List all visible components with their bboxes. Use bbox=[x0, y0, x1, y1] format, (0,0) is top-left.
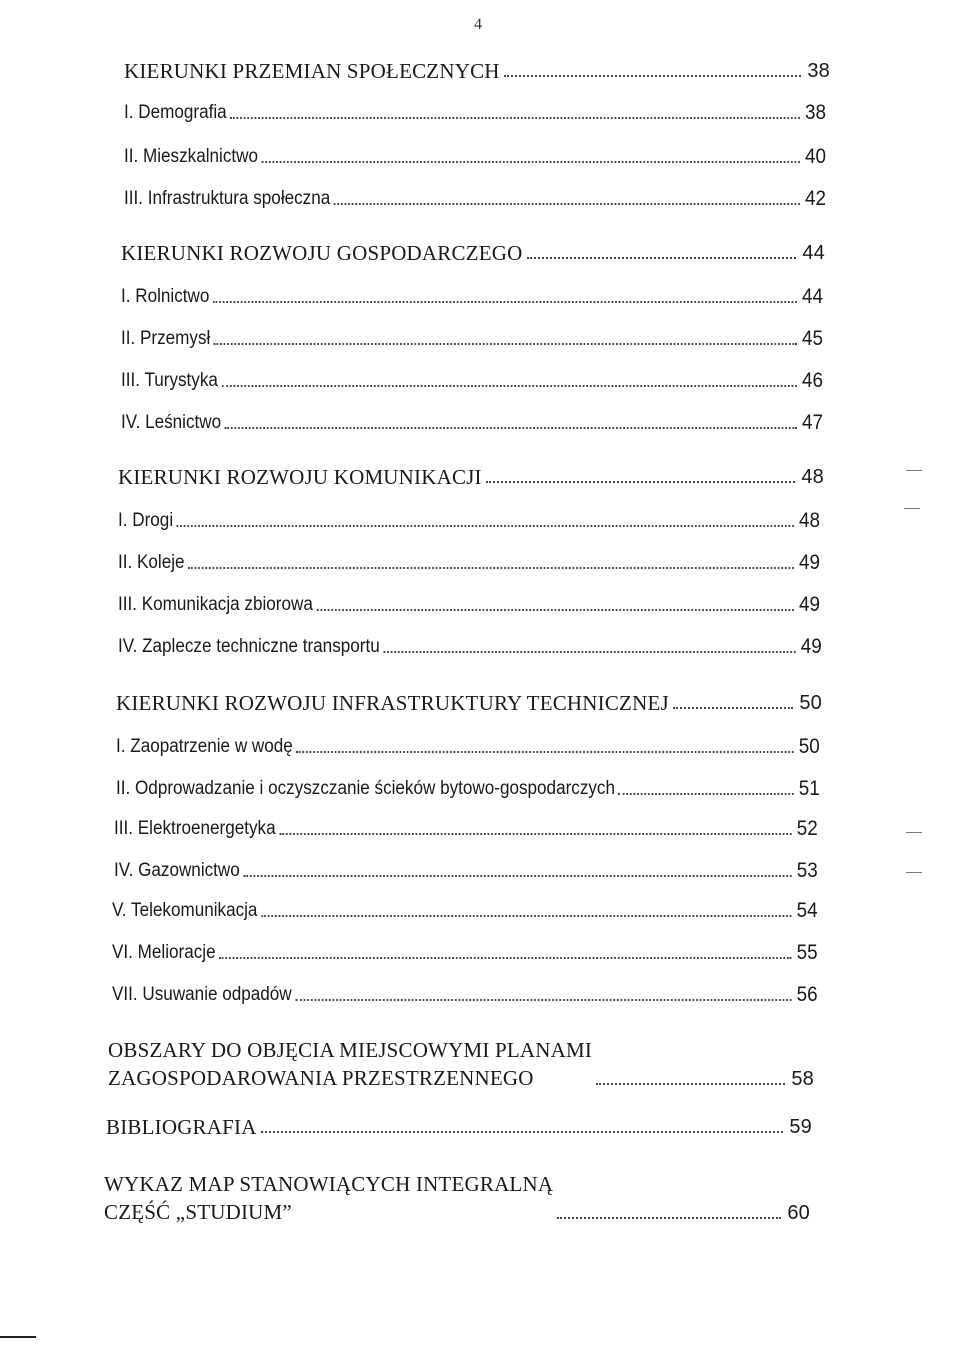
toc-entry-page: 49 bbox=[800, 635, 822, 658]
toc-entry-waste-disposal[interactable] bbox=[112, 982, 818, 1008]
toc-entry-page: 52 bbox=[796, 817, 818, 840]
toc-entry-railways[interactable] bbox=[118, 550, 820, 576]
toc-entry-social-changes[interactable] bbox=[124, 58, 830, 84]
toc-entry-page: 40 bbox=[804, 145, 826, 168]
toc-entry-sewage[interactable] bbox=[116, 776, 820, 802]
toc-entry-label: I. Zaopatrzenie w wodę bbox=[116, 736, 293, 757]
dot-leader bbox=[214, 343, 797, 345]
dot-leader bbox=[596, 1083, 785, 1085]
dot-leader bbox=[177, 525, 794, 527]
toc-entry-label: KIERUNKI ROZWOJU KOMUNIKACJI bbox=[118, 465, 482, 489]
toc-entry-label bbox=[108, 1036, 592, 1092]
toc-entry-page: 45 bbox=[801, 327, 823, 350]
toc-entry-tourism[interactable] bbox=[121, 368, 823, 394]
toc-entry-page: 38 bbox=[807, 60, 830, 82]
toc-entry-economic-development[interactable] bbox=[121, 240, 825, 266]
toc-entry-label: III. Infrastruktura społeczna bbox=[124, 188, 331, 209]
toc-entry-technical-infrastructure[interactable] bbox=[116, 690, 822, 716]
toc-entry-label: IV. Zaplecze techniczne transportu bbox=[118, 636, 380, 657]
toc-entry-label-line1: WYKAZ MAP STANOWIĄCYCH INTEGRALNĄ bbox=[104, 1172, 554, 1196]
toc-entry-label: I. Drogi bbox=[118, 510, 174, 531]
toc-entry-label: II. Koleje bbox=[118, 552, 185, 573]
toc-entry-page: 54 bbox=[796, 899, 818, 922]
scan-mark bbox=[906, 872, 922, 873]
toc-entry-page: 46 bbox=[801, 369, 823, 392]
toc-entry-label: I. Rolnictwo bbox=[121, 286, 210, 307]
dot-leader bbox=[296, 751, 793, 753]
toc-entry-page: 55 bbox=[796, 941, 818, 964]
page-number: 4 bbox=[474, 16, 482, 33]
toc-entry-demography[interactable] bbox=[124, 100, 826, 126]
dot-leader bbox=[383, 651, 795, 653]
toc-entry-label: III. Turystyka bbox=[121, 370, 218, 391]
toc-entry-label-line1: OBSZARY DO OBJĘCIA MIEJSCOWYMI PLANAMI bbox=[108, 1038, 593, 1062]
dot-leader bbox=[261, 915, 791, 917]
toc-entry-bibliography[interactable] bbox=[106, 1114, 812, 1140]
dot-leader bbox=[213, 301, 797, 303]
dot-leader bbox=[334, 203, 800, 205]
toc-entry-forestry[interactable] bbox=[121, 410, 823, 436]
toc-entry-power-engineering[interactable] bbox=[114, 816, 818, 842]
toc-entry-page: 49 bbox=[798, 593, 820, 616]
toc-entry-agriculture[interactable] bbox=[121, 284, 823, 310]
dot-leader bbox=[188, 567, 793, 569]
toc-entry-page: 44 bbox=[801, 285, 823, 308]
dot-leader bbox=[243, 875, 791, 877]
toc-entry-label: VII. Usuwanie odpadów bbox=[112, 984, 292, 1005]
dot-leader bbox=[316, 609, 793, 611]
scan-edge-line bbox=[0, 1336, 36, 1338]
toc-entry-page: 56 bbox=[796, 983, 818, 1006]
toc-entry-label-line2: CZĘŚĆ „STUDIUM” bbox=[104, 1200, 292, 1224]
toc-entry-page: 48 bbox=[801, 466, 824, 488]
toc-entry-label: KIERUNKI PRZEMIAN SPOŁECZNYCH bbox=[124, 59, 500, 83]
toc-entry-communication-development[interactable] bbox=[118, 464, 824, 490]
toc-entry-local-plans[interactable] bbox=[108, 1036, 814, 1092]
toc-entry-page: 50 bbox=[799, 692, 822, 714]
dot-leader bbox=[230, 117, 799, 119]
toc-entry-page: 44 bbox=[802, 242, 825, 264]
toc-entry-land-reclamation[interactable] bbox=[112, 940, 818, 966]
toc-entry-label: BIBLIOGRAFIA bbox=[106, 1115, 257, 1139]
dot-leader bbox=[225, 427, 797, 429]
toc-entry-label-line2: ZAGOSPODAROWANIA PRZESTRZENNEGO bbox=[108, 1066, 534, 1090]
toc-entry-gas-supply[interactable] bbox=[114, 858, 818, 884]
toc-entry-label: IV. Gazownictwo bbox=[114, 860, 240, 881]
toc-entry-water-supply[interactable] bbox=[116, 734, 820, 760]
toc-entry-transport-facilities[interactable] bbox=[118, 634, 822, 660]
toc-entry-label: KIERUNKI ROZWOJU INFRASTRUKTURY TECHNICZNEJ bbox=[116, 691, 669, 715]
toc-entry-label: I. Demografia bbox=[124, 102, 227, 123]
toc-entry-page: 48 bbox=[798, 509, 820, 532]
toc-entry-page: 59 bbox=[789, 1116, 812, 1138]
toc-entry-social-infrastructure[interactable] bbox=[124, 186, 826, 212]
toc-entry-page: 47 bbox=[801, 411, 823, 434]
toc-entry-label: II. Odprowadzanie i oczyszczanie ścieków bytowo-gospodarczych bbox=[116, 778, 615, 799]
scan-mark bbox=[906, 470, 922, 471]
dot-leader bbox=[262, 161, 800, 163]
toc-entry-page: 38 bbox=[804, 101, 826, 124]
toc-entry-page: 42 bbox=[804, 187, 826, 210]
toc-entry-label: V. Telekomunikacja bbox=[112, 900, 258, 921]
toc-entry-label: III. Elektroenergetyka bbox=[114, 818, 276, 839]
dot-leader bbox=[557, 1217, 781, 1219]
toc-entry-telecommunications[interactable] bbox=[112, 898, 818, 924]
toc-entry-label: VI. Melioracje bbox=[112, 942, 216, 963]
dot-leader bbox=[673, 707, 793, 709]
dot-leader bbox=[295, 999, 791, 1001]
toc-entry-label: IV. Leśnictwo bbox=[121, 412, 222, 433]
dot-leader bbox=[527, 257, 797, 259]
dot-leader bbox=[486, 481, 796, 483]
toc-entry-page: 50 bbox=[798, 735, 820, 758]
dot-leader bbox=[219, 957, 791, 959]
toc-entry-page: 58 bbox=[791, 1068, 814, 1090]
dot-leader bbox=[261, 1131, 784, 1133]
toc-entry-label: III. Komunikacja zbiorowa bbox=[118, 594, 313, 615]
dot-leader bbox=[619, 793, 794, 795]
toc-entry-label: KIERUNKI ROZWOJU GOSPODARCZEGO bbox=[121, 241, 523, 265]
toc-entry-page: 51 bbox=[798, 777, 820, 800]
toc-entry-label bbox=[104, 1170, 553, 1226]
toc-entry-map-list[interactable] bbox=[104, 1170, 810, 1226]
dot-leader bbox=[279, 833, 791, 835]
toc-entry-label: II. Mieszkalnictwo bbox=[124, 146, 258, 167]
toc-entry-housing[interactable] bbox=[124, 144, 826, 170]
toc-entry-page: 53 bbox=[796, 859, 818, 882]
toc-entry-public-transport[interactable] bbox=[118, 592, 820, 618]
toc-entry-industry[interactable] bbox=[121, 326, 823, 352]
dot-leader bbox=[504, 75, 802, 77]
toc-entry-page: 60 bbox=[787, 1202, 810, 1224]
scan-mark bbox=[904, 508, 920, 509]
toc-entry-roads[interactable] bbox=[118, 508, 820, 534]
toc-entry-label: II. Przemysł bbox=[121, 328, 211, 349]
scan-mark bbox=[906, 832, 922, 833]
dot-leader bbox=[222, 385, 797, 387]
toc-entry-page: 49 bbox=[798, 551, 820, 574]
